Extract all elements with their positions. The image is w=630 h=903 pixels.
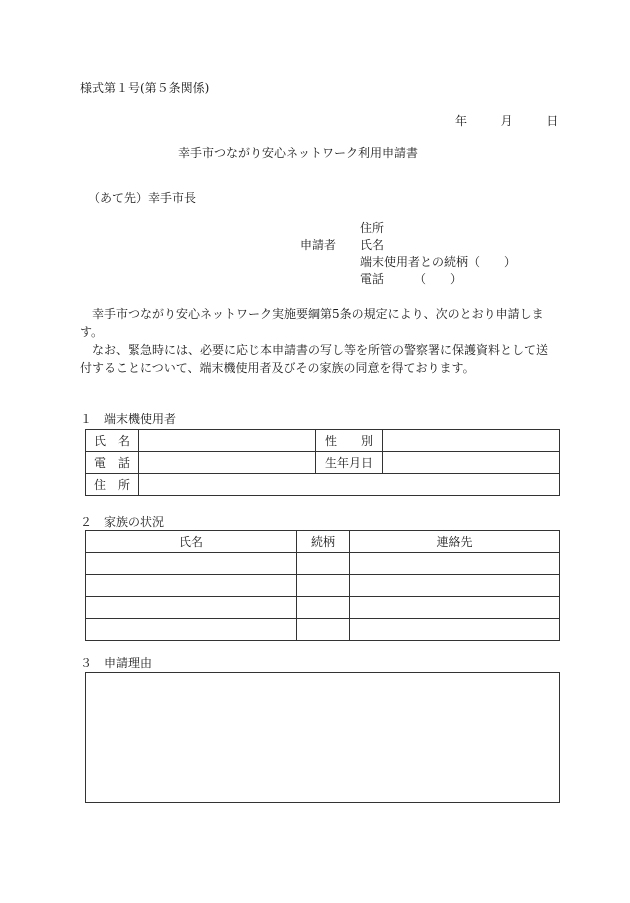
body-text [80,305,550,377]
address-label: 住 所 [86,474,139,496]
body-paragraph-1: 幸手市つながり安心ネットワーク実施要綱第5条の規定により、次のとおり申請します。 [80,307,544,339]
applicant-phone: 電話 （ ） [360,272,463,286]
body-paragraph-2: なお、緊急時には、必要に応じ本申請書の写し等を所管の警察署に保護資料として送付することについて、端末機使用者及びその家族の同意を得ております。 [80,343,549,375]
section3-heading: ３ 申請理由 [80,656,153,670]
family-relation-cell[interactable] [297,619,350,641]
table-row [86,619,560,641]
phone-cell[interactable] [139,452,316,474]
table-header-row [86,531,560,553]
reason-textarea[interactable] [85,672,560,803]
gender-cell[interactable] [383,430,560,452]
family-contact-cell[interactable] [350,619,560,641]
family-relation-cell[interactable] [297,597,350,619]
phone-label: 電 話 [86,452,139,474]
family-name-cell[interactable] [86,597,297,619]
address-cell[interactable] [139,474,560,496]
col-name-header: 氏名 [86,531,297,553]
addressee: （あて先）幸手市長 [88,191,197,205]
family-contact-cell[interactable] [350,597,560,619]
form-number: 様式第１号(第５条関係) [80,81,210,95]
family-relation-cell[interactable] [297,553,350,575]
section2-heading: ２ 家族の状況 [80,515,165,529]
section1-heading: １ 端末機使用者 [80,412,177,426]
family-contact-cell[interactable] [350,575,560,597]
table-row [86,474,560,496]
family-contact-cell[interactable] [350,553,560,575]
table-row [86,597,560,619]
user-table [85,429,560,496]
applicant-address: 住所 [360,221,385,235]
col-contact-header: 連絡先 [350,531,560,553]
family-relation-cell[interactable] [297,575,350,597]
applicant-name: 氏名 [360,238,385,252]
table-row [86,553,560,575]
table-row [86,452,560,474]
applicant-relation: 端末使用者との続柄（ ） [360,255,517,269]
name-cell[interactable] [139,430,316,452]
applicant-label: 申請者 [300,238,337,252]
col-relation-header: 続柄 [297,531,350,553]
family-name-cell[interactable] [86,575,297,597]
family-table [85,530,560,641]
birth-label: 生年月日 [316,452,383,474]
family-name-cell[interactable] [86,619,297,641]
date-line [455,114,558,128]
birth-cell[interactable] [383,452,560,474]
table-row [86,575,560,597]
gender-label: 性 別 [316,430,383,452]
name-label: 氏 名 [86,430,139,452]
table-row [86,430,560,452]
date-day: 日 [546,114,559,128]
date-month: 月 [500,114,513,128]
date-year: 年 [455,114,468,128]
form-title: 幸手市つながり安心ネットワーク利用申請書 [178,146,419,160]
family-name-cell[interactable] [86,553,297,575]
